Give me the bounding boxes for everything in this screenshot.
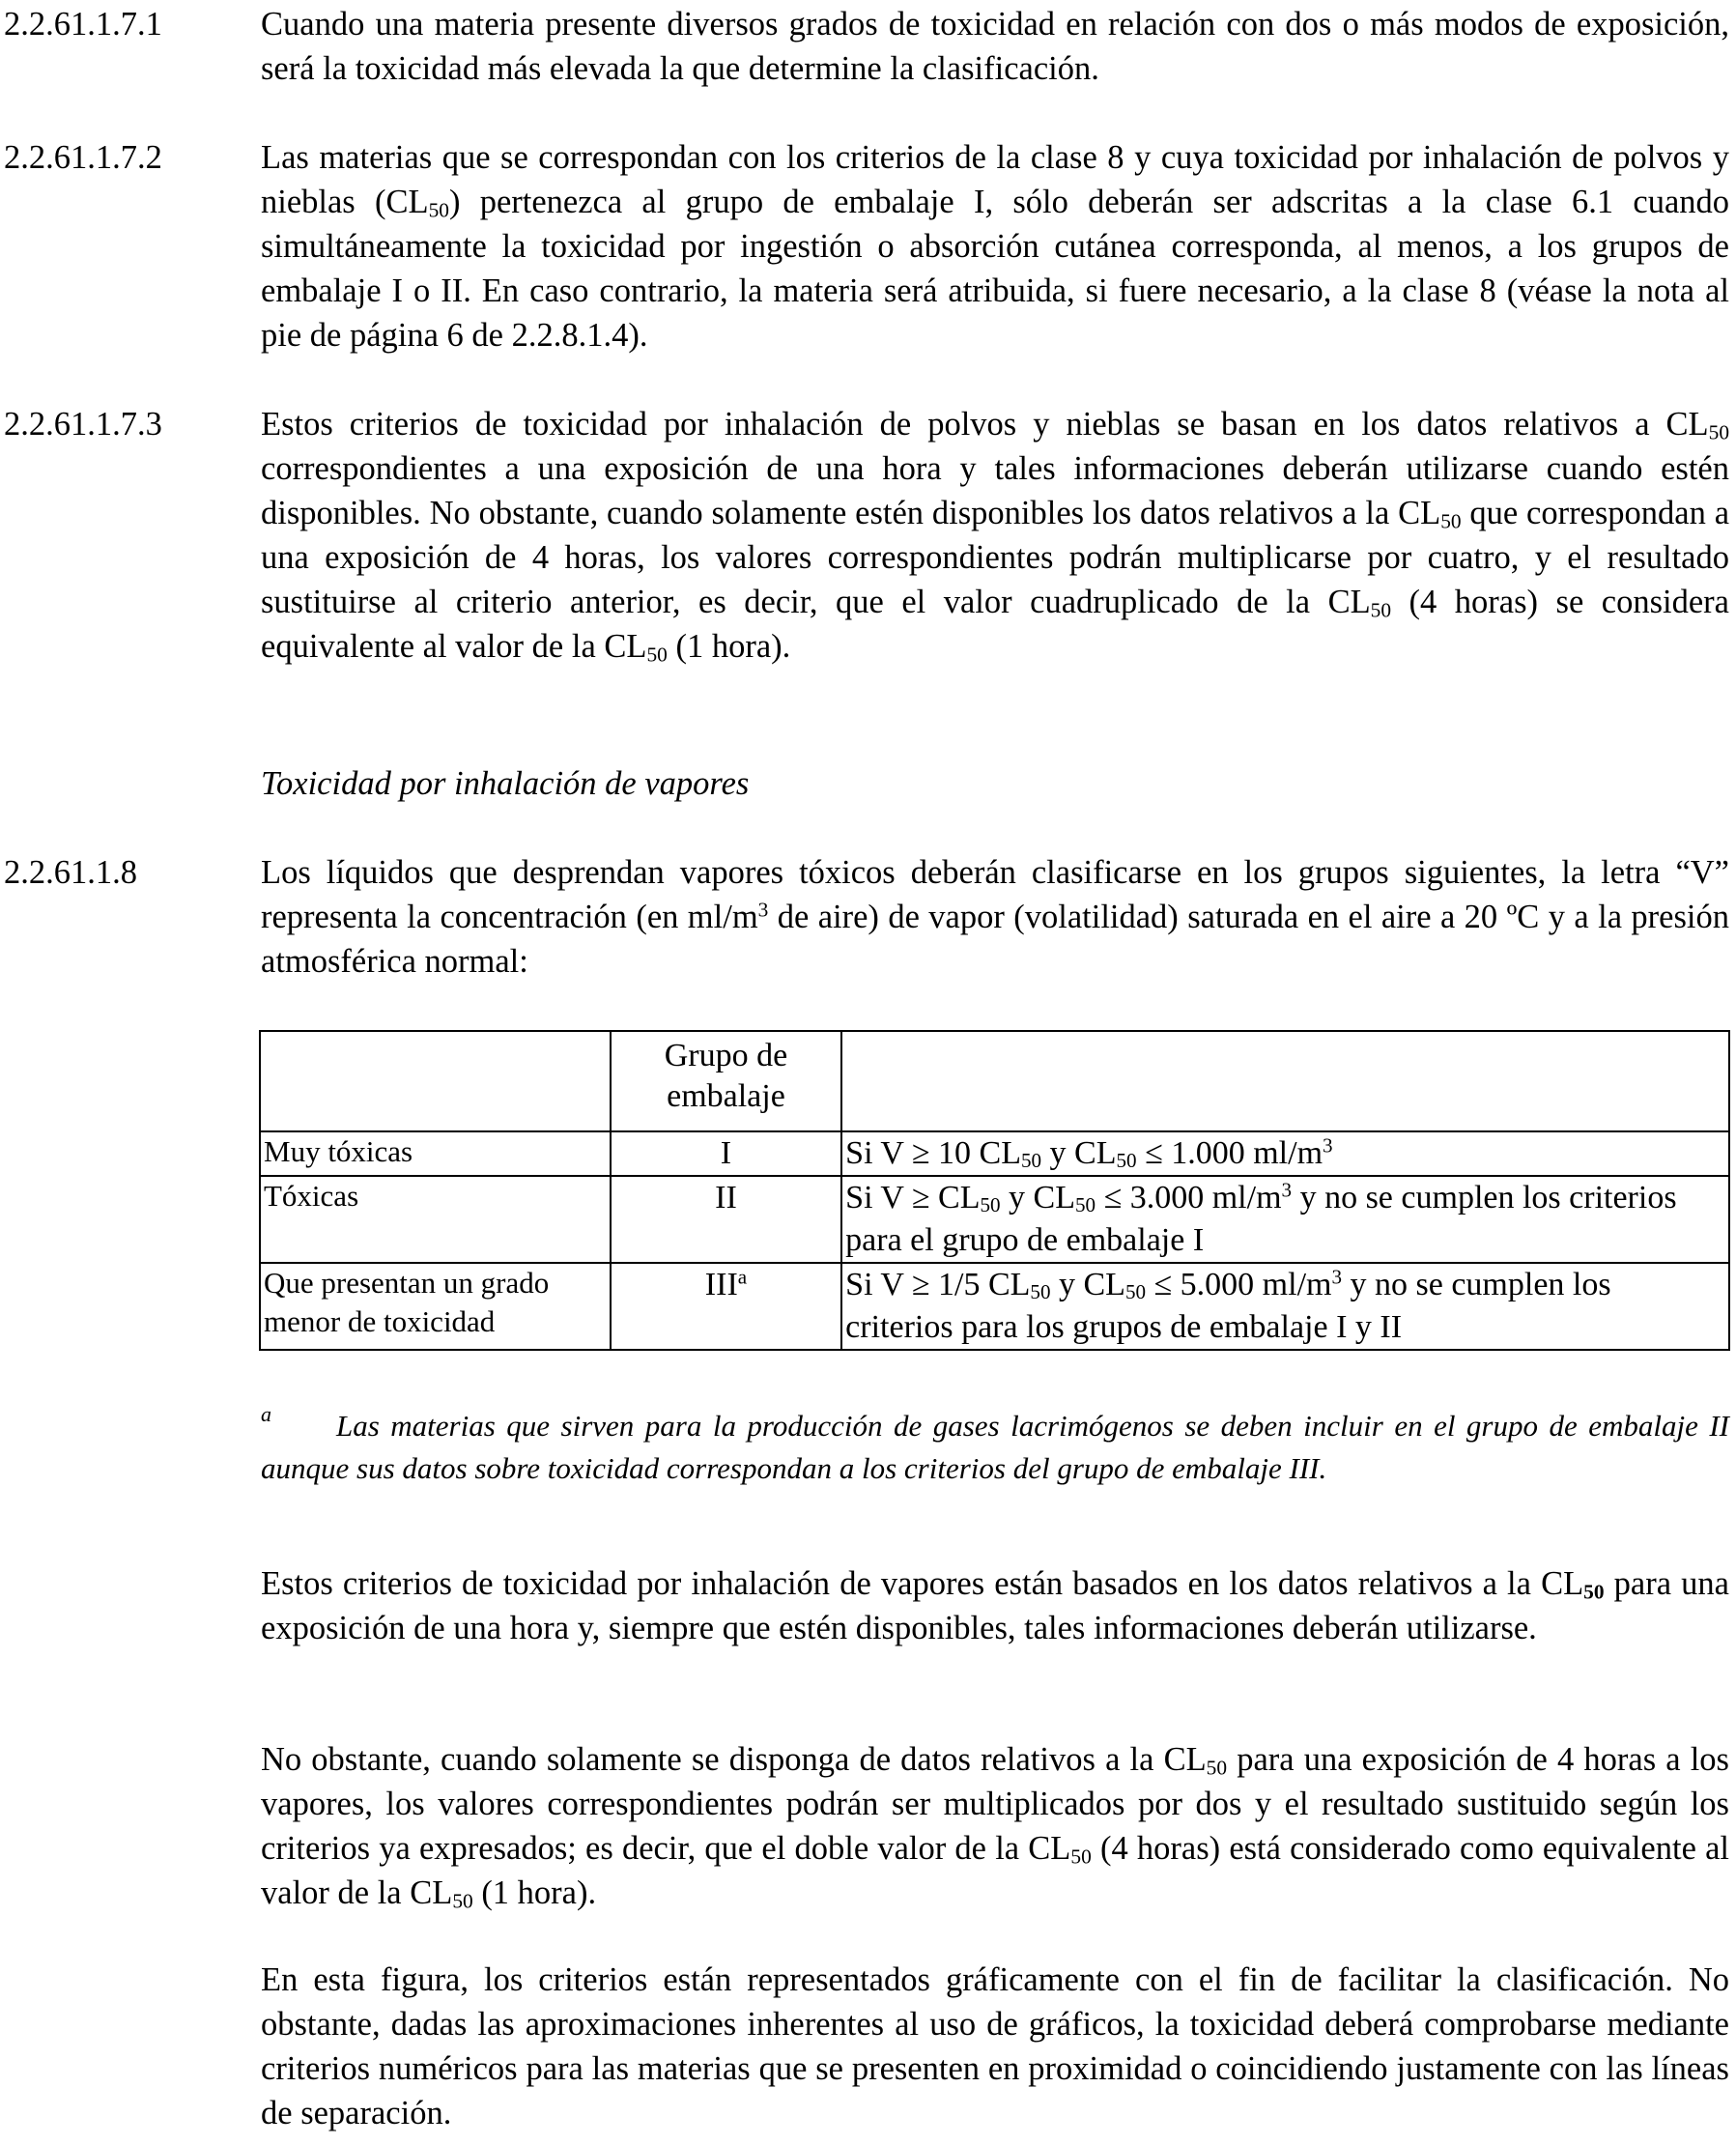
table-row	[260, 1176, 1729, 1263]
group-cell: I	[611, 1131, 841, 1176]
subheading: Toxicidad por inhalación de vapores	[261, 765, 750, 802]
header-cell-empty	[260, 1031, 611, 1131]
table-row	[260, 1263, 1729, 1350]
paragraph-text: Estos criterios de toxicidad por inhalación de vapores están basados en los datos relativos a la $CL_{50}$ para una exposición de una hora y, siempre que estén disponibles, tales informaciones deberán utilizarse.	[261, 1565, 1729, 1646]
toxicity-table	[259, 1030, 1730, 1351]
footnote-text: Las materias que sirven para la producción de gases lacrimógenos se deben incluir en el grupo de embalaje II aunque sus datos sobre toxicidad correspondan a los criterios del grupo de embalaje III.	[261, 1409, 1729, 1485]
criteria-cell: Si $V \ge CL_{50}$ y $CL_{50} \le 3.000$ $ml/m^3$ y no se cumplen los criterios para el grupo de embalaje I	[841, 1176, 1729, 1263]
group-cell: III$^a$	[611, 1263, 841, 1350]
group-cell: II	[611, 1176, 841, 1263]
criteria-cell: Si V ≥ 10 $CL_{50}$ y $CL_{50} \le 1.000$ $ml/m^3$	[841, 1131, 1729, 1176]
header-cell-empty	[841, 1031, 1729, 1131]
footnote-mark: a	[261, 1402, 271, 1426]
section-text: Estos criterios de toxicidad por inhalación de polvos y nieblas se basan en los datos relativos a $CL_{50}$ correspondientes a una exposición de una hora y tales informaciones deberán utilizarse cuando estén disponibles. No obstante, cuando solamente estén disponibles los datos relativos a la $CL_{50}$ que correspondan a una exposición de 4 horas, los valores correspondientes podrán multiplicarse por cuatro, y el resultado sustituirse al criterio anterior, es decir, que el valor cuadruplicado de la $CL_{50}$ (4 horas) se considera equivalente al valor de la $CL_{50}$ (1 hora).	[261, 406, 1730, 667]
table-footnote	[261, 1402, 1729, 1490]
table-header-row	[260, 1031, 1729, 1131]
category-cell: Tóxicas	[260, 1176, 611, 1263]
section-number: 2.2.61.1.7.3	[4, 406, 162, 443]
section-number: 2.2.61.1.8	[4, 854, 137, 891]
paragraph-text: No obstante, cuando solamente se disponga de datos relativos a la $CL_{50}$ para una exposición de 4 horas a los vapores, los valores correspondientes podrán ser multiplicados por dos y el resultado sustituido según los criterios ya expresados; es decir, que el doble valor de la $CL_{50}$ (4 horas) está considerado como equivalente al valor de la $CL_{50}$ (1 hora).	[261, 1741, 1729, 1913]
category-cell: Muy tóxicas	[260, 1131, 611, 1176]
paragraph-text: En esta figura, los criterios están representados gráficamente con el fin de facilitar la clasificación. No obstante, dadas las aproximaciones inherentes al uso de gráficos, la toxicidad deberá comprobarse mediante criterios numéricos para las materias que se presenten en proximidad o coincidiendo justamente con las líneas de separación.	[261, 1961, 1729, 2131]
header-cell-group: Grupo de embalaje	[611, 1031, 841, 1131]
category-cell: Que presentan un grado menor de toxicidad	[260, 1263, 611, 1350]
section-text: Las materias que se correspondan con los criterios de la clase 8 y cuya toxicidad por inhalación de polvos y nieblas $(CL_{50})$ pertenezca al grupo de embalaje I, sólo deberán ser adscritas a la clase 6.1 cuando simultáneamente la toxicidad por ingestión o absorción cutánea corresponda, al menos, a los grupos de embalaje I o II. En caso contrario, la materia será atribuida, si fuere necesario, a la clase 8 (véase la nota al pie de página 6 de 2.2.8.1.4).	[261, 139, 1730, 354]
section-text: Los líquidos que desprendan vapores tóxicos deberán clasificarse en los grupos siguientes, la letra “V” representa la concentración (en $ml/m^3$ de aire) de vapor (volatilidad) saturada en el aire a 20 ºC y a la presión atmosférica normal:	[261, 854, 1729, 980]
table-row	[260, 1131, 1729, 1176]
section-number: 2.2.61.1.7.2	[4, 139, 162, 176]
section-number: 2.2.61.1.7.1	[4, 6, 162, 43]
criteria-cell: Si V ≥ 1/5 $CL_{50}$ y $CL_{50} \le 5.000$ $ml/m^3$ y no se cumplen los criterios para los grupos de embalaje I y II	[841, 1263, 1729, 1350]
section-text: Cuando una materia presente diversos grados de toxicidad en relación con dos o más modos de exposición, será la toxicidad más elevada la que determine la clasificación.	[261, 6, 1729, 87]
